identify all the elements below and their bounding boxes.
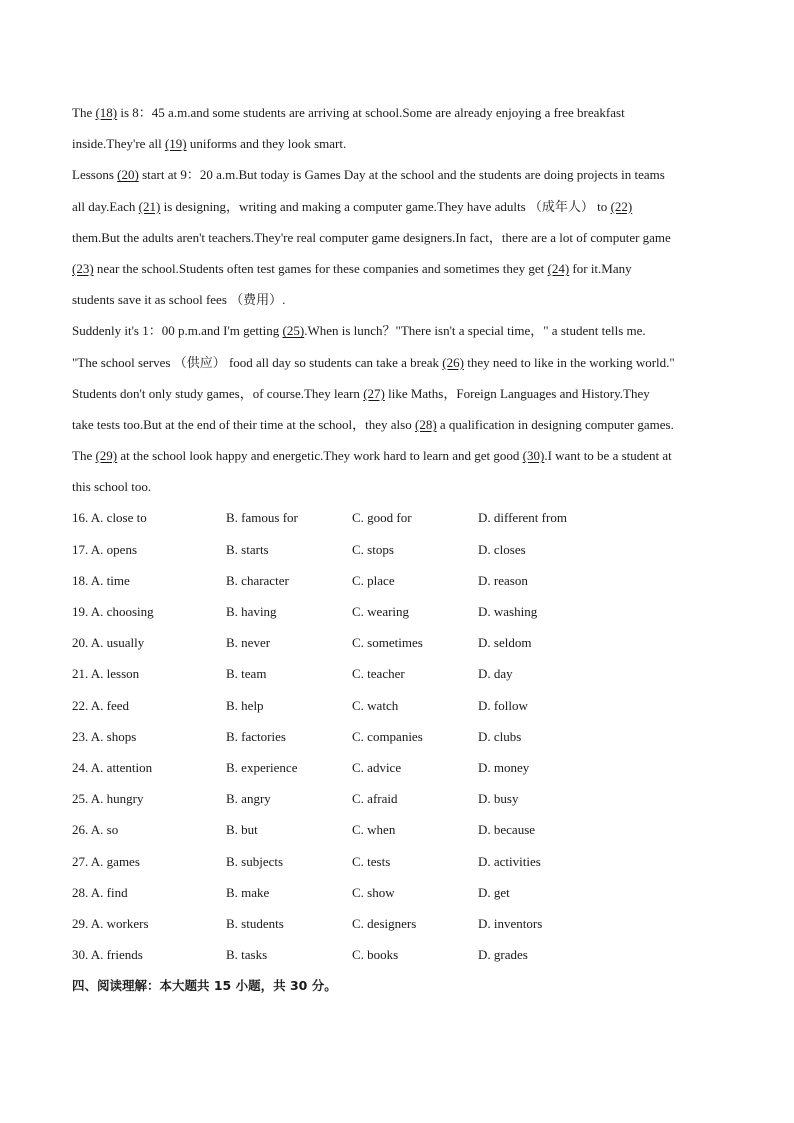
- passage-line: [72, 191, 727, 222]
- question-number: 16. A.: [72, 510, 104, 526]
- option-label: B.: [226, 947, 238, 963]
- passage-text: The: [72, 105, 96, 120]
- option-q: [72, 783, 226, 814]
- passage-text: students save it as school fees （费用）.: [72, 292, 286, 308]
- option-b: [226, 596, 352, 627]
- option-d: [478, 814, 628, 845]
- option-label: D.: [478, 947, 491, 963]
- passage-text: The: [72, 448, 96, 464]
- option-d-text: money: [493, 759, 530, 775]
- option-label: B.: [226, 728, 238, 744]
- option-c-text: afraid: [367, 791, 398, 807]
- question-number: 23. A.: [72, 728, 104, 744]
- option-q: [72, 502, 226, 533]
- option-b: [226, 565, 352, 596]
- option-label: C.: [352, 853, 364, 869]
- option-c-text: sometimes: [367, 635, 423, 651]
- question-number: 19. A.: [72, 604, 104, 619]
- option-c-text: show: [367, 884, 395, 900]
- blank-number: (19): [164, 136, 187, 152]
- option-a-text: attention: [106, 759, 153, 775]
- option-label: C.: [352, 697, 364, 713]
- option-c-text: teacher: [367, 666, 405, 682]
- option-b-text: but: [241, 822, 258, 838]
- question-row: [72, 534, 727, 565]
- passage-line: [72, 159, 727, 190]
- option-label: C.: [352, 604, 364, 619]
- option-c: [352, 502, 478, 533]
- option-label: B.: [226, 666, 238, 682]
- passage-text: they need to like in the working world.": [463, 354, 675, 370]
- option-a-text: friends: [106, 947, 143, 963]
- option-label: B.: [226, 884, 238, 900]
- option-c-text: stops: [367, 541, 394, 557]
- option-d: [478, 534, 628, 565]
- option-label: C.: [352, 635, 364, 651]
- option-label: D.: [478, 635, 491, 651]
- option-d: [478, 502, 628, 533]
- question-row: [72, 783, 727, 814]
- option-b-text: tasks: [241, 947, 268, 963]
- option-a-text: find: [106, 884, 128, 900]
- option-c: [352, 565, 478, 596]
- option-b: [226, 908, 352, 939]
- option-q: [72, 627, 226, 658]
- question-number: 29. A.: [72, 915, 104, 931]
- option-a-text: close to: [106, 510, 147, 526]
- passage-line: [72, 315, 727, 346]
- blank-number: (20): [117, 167, 139, 183]
- option-b: [226, 502, 352, 533]
- option-d: [478, 877, 628, 908]
- option-d: [478, 721, 628, 752]
- blank-number: (27): [363, 385, 385, 401]
- option-d-text: inventors: [493, 915, 543, 931]
- option-d: [478, 690, 628, 721]
- passage-text: for it.Many: [569, 260, 632, 276]
- option-d: [478, 908, 628, 939]
- option-label: B.: [226, 635, 238, 651]
- option-q: [72, 939, 226, 970]
- option-d: [478, 939, 628, 970]
- question-number: 24. A.: [72, 759, 104, 775]
- passage-line: [72, 471, 727, 502]
- option-c: [352, 814, 478, 845]
- passage-text: take tests too.But at the end of their time at the school，they also: [72, 416, 415, 432]
- option-d-text: busy: [493, 791, 519, 807]
- option-q: [72, 908, 226, 939]
- section-heading: 四、阅读理解：本大题共 15 小题，共 30 分。: [72, 978, 337, 994]
- option-c-text: watch: [367, 697, 399, 713]
- option-q: [72, 534, 226, 565]
- option-label: B.: [226, 604, 238, 619]
- question-row: [72, 502, 727, 533]
- blank-number: (21): [138, 198, 161, 214]
- option-c: [352, 596, 478, 627]
- option-c-text: good for: [367, 510, 412, 526]
- option-d-text: day: [493, 666, 513, 682]
- option-label: C.: [352, 666, 364, 682]
- question-row: [72, 908, 727, 939]
- option-b: [226, 939, 352, 970]
- option-d: [478, 846, 628, 877]
- option-label: C.: [352, 541, 364, 557]
- option-b-text: angry: [241, 791, 271, 807]
- option-d-text: clubs: [493, 728, 522, 744]
- question-number: 20. A.: [72, 635, 104, 651]
- answer-options: [72, 502, 727, 970]
- option-label: D.: [478, 915, 491, 931]
- option-q: [72, 752, 226, 783]
- option-a-text: usually: [106, 635, 145, 651]
- option-b: [226, 627, 352, 658]
- question-row: [72, 565, 727, 596]
- option-q: [72, 658, 226, 689]
- option-label: B.: [226, 915, 238, 931]
- blank-number: (24): [547, 260, 570, 276]
- option-label: D.: [478, 572, 491, 588]
- option-c-text: designers: [367, 915, 417, 931]
- option-a-text: workers: [106, 915, 149, 931]
- question-row: [72, 658, 727, 689]
- question-row: [72, 721, 727, 752]
- option-a-text: games: [106, 853, 140, 869]
- option-label: B.: [226, 822, 238, 838]
- option-d: [478, 596, 628, 627]
- blank-number: (26): [442, 354, 464, 370]
- option-label: D.: [478, 791, 491, 807]
- option-a-text: time: [106, 572, 130, 588]
- question-number: 27. A.: [72, 853, 104, 869]
- option-a-text: feed: [106, 697, 130, 713]
- question-number: 21. A.: [72, 666, 104, 682]
- option-label: C.: [352, 510, 364, 526]
- option-label: C.: [352, 759, 364, 775]
- question-number: 26. A.: [72, 822, 104, 838]
- option-d-text: washing: [493, 604, 538, 619]
- option-c: [352, 690, 478, 721]
- option-label: B.: [226, 572, 238, 588]
- option-b: [226, 846, 352, 877]
- option-d: [478, 658, 628, 689]
- option-label: D.: [478, 697, 491, 713]
- passage-line: [72, 222, 727, 253]
- question-number: 25. A.: [72, 791, 104, 807]
- option-d-text: reason: [493, 572, 528, 588]
- option-b-text: famous for: [241, 510, 298, 526]
- option-b: [226, 752, 352, 783]
- blank-number: (30): [522, 448, 545, 464]
- option-b-text: subjects: [241, 853, 284, 869]
- blank-number: (29): [95, 448, 118, 464]
- question-row: [72, 846, 727, 877]
- option-q: [72, 814, 226, 845]
- option-b: [226, 534, 352, 565]
- option-label: B.: [226, 510, 238, 526]
- option-label: D.: [478, 510, 491, 526]
- option-b-text: starts: [241, 541, 269, 557]
- option-c-text: wearing: [367, 604, 410, 619]
- option-c: [352, 534, 478, 565]
- passage-text: near the school.Students often test games for these companies and sometimes they get: [93, 260, 548, 276]
- question-row: [72, 690, 727, 721]
- question-number: 22. A.: [72, 697, 104, 713]
- option-label: C.: [352, 791, 364, 807]
- option-d-text: activities: [493, 853, 541, 869]
- option-b-text: make: [241, 884, 270, 900]
- option-a-text: lesson: [106, 666, 140, 682]
- option-d-text: follow: [493, 697, 528, 713]
- option-d: [478, 565, 628, 596]
- passage-text: Suddenly it's 1：00 p.m.and I'm getting: [72, 323, 283, 339]
- passage-line: [72, 347, 727, 378]
- option-q: [72, 721, 226, 752]
- option-b-text: never: [241, 635, 271, 651]
- option-label: D.: [478, 884, 491, 900]
- option-b-text: character: [241, 572, 289, 588]
- option-b-text: help: [241, 697, 264, 713]
- option-label: C.: [352, 728, 364, 744]
- option-c: [352, 783, 478, 814]
- option-label: D.: [478, 759, 491, 775]
- blank-number: (28): [414, 416, 437, 432]
- option-b: [226, 814, 352, 845]
- passage-line: [72, 409, 727, 440]
- option-d-text: different from: [493, 510, 567, 526]
- passage-text: this school too.: [72, 479, 152, 495]
- passage-text: is designing，writing and making a computer game.They have adults （成年人） to: [160, 198, 611, 214]
- option-b: [226, 690, 352, 721]
- passage-text: start at 9：20 a.m.But today is Games Day at the school and the students are doing projects in teams: [138, 167, 665, 183]
- option-label: C.: [352, 915, 364, 931]
- option-label: B.: [226, 541, 238, 557]
- option-q: [72, 596, 226, 627]
- question-row: [72, 939, 727, 970]
- question-row: [72, 752, 727, 783]
- option-label: B.: [226, 759, 238, 775]
- passage-line: [72, 97, 727, 128]
- option-b-text: factories: [241, 728, 286, 744]
- option-c-text: advice: [367, 759, 402, 775]
- question-row: [72, 596, 727, 627]
- passage-line: [72, 378, 727, 409]
- passage-text: a qualification in designing computer games.: [436, 416, 674, 432]
- worksheet-page: [72, 97, 727, 1001]
- option-d: [478, 627, 628, 658]
- option-b: [226, 877, 352, 908]
- option-b-text: team: [241, 666, 267, 682]
- cloze-passage: [72, 97, 727, 502]
- option-label: D.: [478, 666, 491, 682]
- option-label: C.: [352, 947, 364, 963]
- option-label: D.: [478, 604, 491, 619]
- option-label: B.: [226, 791, 238, 807]
- passage-text: .I want to be a student at: [544, 448, 672, 464]
- option-c: [352, 752, 478, 783]
- option-c: [352, 721, 478, 752]
- option-c: [352, 658, 478, 689]
- option-d: [478, 783, 628, 814]
- blank-number: (23): [72, 260, 94, 276]
- passage-text: Students don't only study games，of course.They learn: [72, 385, 364, 401]
- option-d-text: closes: [493, 541, 526, 557]
- question-row: [72, 627, 727, 658]
- passage-line: [72, 440, 727, 471]
- option-label: C.: [352, 572, 364, 588]
- option-label: D.: [478, 853, 491, 869]
- passage-line: [72, 284, 727, 315]
- option-label: D.: [478, 822, 491, 838]
- option-b-text: experience: [241, 759, 298, 775]
- option-d-text: get: [493, 884, 510, 900]
- option-label: B.: [226, 853, 238, 869]
- option-q: [72, 690, 226, 721]
- question-row: [72, 814, 727, 845]
- passage-text: is 8：45 a.m.and some students are arriving at school.Some are already enjoying a free breakfast: [117, 105, 625, 120]
- option-c: [352, 939, 478, 970]
- option-c-text: books: [367, 947, 399, 963]
- option-label: C.: [352, 822, 364, 838]
- option-b-text: students: [241, 915, 284, 931]
- option-c: [352, 877, 478, 908]
- option-c-text: companies: [367, 728, 423, 744]
- option-label: B.: [226, 697, 238, 713]
- passage-text: all day.Each: [72, 198, 139, 214]
- question-row: [72, 877, 727, 908]
- passage-text: .When is lunch？"There isn't a special time，" a student tells me.: [304, 323, 646, 339]
- blank-number: (25): [282, 323, 305, 339]
- option-a-text: so: [106, 822, 119, 838]
- option-label: D.: [478, 541, 491, 557]
- question-number: 28. A.: [72, 884, 104, 900]
- passage-text: "The school serves （供应） food all day so students can take a break: [72, 354, 443, 370]
- passage-text: Lessons: [72, 167, 118, 183]
- passage-text: like Maths，Foreign Languages and History.They: [384, 385, 650, 401]
- option-a-text: choosing: [106, 604, 154, 619]
- option-c-text: place: [367, 572, 395, 588]
- option-q: [72, 565, 226, 596]
- option-b: [226, 658, 352, 689]
- option-b-text: having: [241, 604, 277, 619]
- option-c: [352, 846, 478, 877]
- option-d-text: seldom: [493, 635, 532, 651]
- passage-text: at the school look happy and energetic.They work hard to learn and get good: [117, 448, 523, 464]
- option-d-text: grades: [493, 947, 528, 963]
- option-b: [226, 721, 352, 752]
- passage-line: [72, 128, 727, 159]
- passage-text: uniforms and they look smart.: [186, 136, 347, 152]
- option-d: [478, 752, 628, 783]
- option-d-text: because: [493, 822, 536, 838]
- option-a-text: opens: [106, 541, 138, 557]
- option-c: [352, 908, 478, 939]
- option-c: [352, 627, 478, 658]
- option-label: D.: [478, 728, 491, 744]
- blank-number: (18): [95, 105, 118, 120]
- passage-line: [72, 253, 727, 284]
- option-c-text: tests: [367, 853, 391, 869]
- passage-text: them.But the adults aren't teachers.They're real computer game designers.In fact，there are a lot of computer game: [72, 229, 671, 245]
- option-c-text: when: [367, 822, 396, 838]
- question-number: 30. A.: [72, 947, 104, 963]
- option-a-text: shops: [106, 728, 137, 744]
- option-label: C.: [352, 884, 364, 900]
- option-a-text: hungry: [106, 791, 144, 807]
- option-q: [72, 877, 226, 908]
- option-q: [72, 846, 226, 877]
- question-number: 17. A.: [72, 541, 104, 557]
- option-b: [226, 783, 352, 814]
- passage-text: inside.They're all: [72, 136, 165, 152]
- blank-number: (22): [610, 198, 633, 214]
- question-number: 18. A.: [72, 572, 104, 588]
